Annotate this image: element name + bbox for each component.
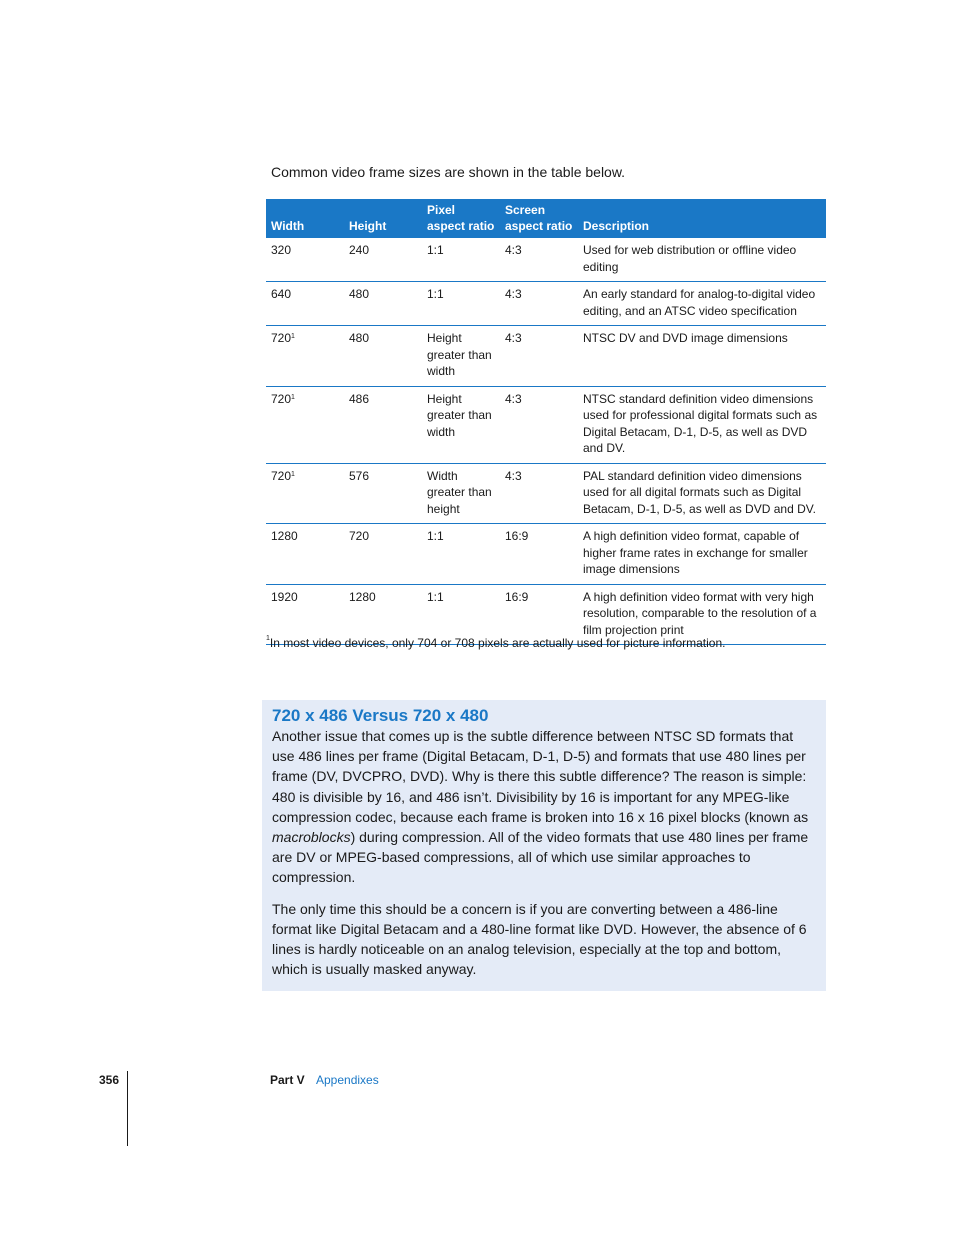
- width-value: 720: [271, 391, 292, 406]
- cell-description: Used for web distribution or offline video editing: [578, 238, 826, 282]
- footer-part: Part V: [270, 1073, 305, 1087]
- cell-height: 720: [344, 524, 422, 585]
- table-row: [266, 326, 826, 387]
- table-row: [266, 238, 826, 282]
- footer-divider: [127, 1071, 128, 1146]
- footnote-mark: 1: [291, 333, 295, 340]
- sidebar-box: [262, 700, 826, 991]
- table-row: [266, 524, 826, 585]
- p1-text-after: ) during compression. All of the video formats that use 480 lines per frame are DV or MPEG-based compressions, all of which use similar approaches to compression.: [272, 829, 809, 886]
- cell-pixel-aspect: 1:1: [422, 282, 500, 326]
- cell-screen-aspect: 4:3: [500, 238, 578, 282]
- width-value: 640: [271, 287, 292, 301]
- cell-description: NTSC DV and DVD image dimensions: [578, 326, 826, 387]
- cell-screen-aspect: 4:3: [500, 326, 578, 387]
- header-screen-aspect: [500, 199, 578, 238]
- sidebar-paragraph-2: The only time this should be a concern is if you are converting between a 486-line format like Digital Betacam and a 480-line format like DVD. However, the absence of 6 lines is hardly noticeable on an analog television, especially at the top and bottom, which is usually masked anyway.: [272, 900, 807, 978]
- cell-screen-aspect: 16:9: [500, 584, 578, 645]
- cell-description: NTSC standard definition video dimensions used for professional digital formats such as Digital Betacam, D-1, D-5, as well as DVD and DV.: [578, 386, 826, 463]
- cell-height: 480: [344, 326, 422, 387]
- cell-screen-aspect: 4:3: [500, 463, 578, 524]
- cell-height: 486: [344, 386, 422, 463]
- header-height: Height: [344, 199, 422, 238]
- footnote-text: In most video devices, only 704 or 708 pixels are actually used for picture information.: [269, 636, 726, 650]
- width-value: 720: [271, 331, 292, 345]
- table-footnote: [266, 636, 725, 650]
- cell-screen-aspect: 4:3: [500, 282, 578, 326]
- cell-width: [266, 326, 344, 387]
- cell-pixel-aspect: 1:1: [422, 584, 500, 645]
- table-header-row: [266, 199, 826, 238]
- cell-pixel-aspect: Height greater than width: [422, 386, 500, 463]
- intro-text: Common video frame sizes are shown in the table below.: [271, 164, 626, 180]
- header-screen-line1: Screen: [505, 203, 546, 217]
- cell-description: A high definition video format with very high resolution, comparable to the resolution of a film projection print: [578, 584, 826, 645]
- cell-width: [266, 238, 344, 282]
- footnote-number: 1: [266, 635, 270, 642]
- footnote-mark: 1: [291, 393, 295, 401]
- footnote-mark: 1: [291, 470, 295, 478]
- cell-pixel-aspect: 1:1: [422, 524, 500, 585]
- width-value: 720: [271, 468, 292, 483]
- footer-section-link[interactable]: Appendixes: [316, 1073, 379, 1087]
- sidebar-title: 720 x 486 Versus 720 x 480: [272, 706, 489, 725]
- table-row: [266, 463, 826, 524]
- cell-height: 576: [344, 463, 422, 524]
- page-number: 356: [99, 1073, 120, 1087]
- p1-emphasis: macroblocks: [272, 829, 351, 846]
- cell-description: A high definition video format, capable of higher frame rates in exchange for smaller image dimensions: [578, 524, 826, 585]
- frame-size-table: [266, 199, 826, 645]
- header-description: Description: [578, 199, 826, 238]
- table-row: [266, 386, 826, 463]
- cell-width: [266, 282, 344, 326]
- cell-screen-aspect: 16:9: [500, 524, 578, 585]
- header-pixel-aspect: [422, 199, 500, 238]
- cell-width: [266, 386, 344, 463]
- cell-screen-aspect: 4:3: [500, 386, 578, 463]
- cell-height: 480: [344, 282, 422, 326]
- cell-pixel-aspect: 1:1: [422, 238, 500, 282]
- cell-pixel-aspect: Height greater than width: [422, 326, 500, 387]
- cell-height: 1280: [344, 584, 422, 645]
- table-row: [266, 282, 826, 326]
- cell-description: PAL standard definition video dimensions used for all digital formats such as Digital Betacam, D-1, D-5, as well as DVD and DV.: [578, 463, 826, 524]
- header-screen-line2: aspect ratio: [505, 219, 573, 233]
- header-pixel-line1: Pixel: [427, 203, 456, 217]
- width-value: 1920: [271, 589, 298, 604]
- cell-pixel-aspect: Width greater than height: [422, 463, 500, 524]
- p1-text-before: Another issue that comes up is the subtle difference between NTSC SD formats that use 486 lines per frame (Digital Betacam, D-1, D-5) and formats that use 480 lines per frame (DV, DVCPRO, DVD). Why is there this subtle difference? The reason is simple: 480 is divisible by 16, and 486 isn’t. Divisibility by 16 is important for any MPEG-like compression codec, because each frame is broken into 16 x 16 pixel blocks (known as: [272, 728, 809, 825]
- cell-height: 240: [344, 238, 422, 282]
- sidebar-paragraph-1: [272, 726, 816, 888]
- cell-description: An early standard for analog-to-digital video editing, and an ATSC video specification: [578, 282, 826, 326]
- width-value: 1280: [271, 529, 298, 543]
- header-pixel-line2: aspect ratio: [427, 219, 495, 233]
- width-value: 320: [271, 243, 292, 257]
- cell-width: [266, 524, 344, 585]
- header-width: Width: [266, 199, 344, 238]
- cell-width: [266, 463, 344, 524]
